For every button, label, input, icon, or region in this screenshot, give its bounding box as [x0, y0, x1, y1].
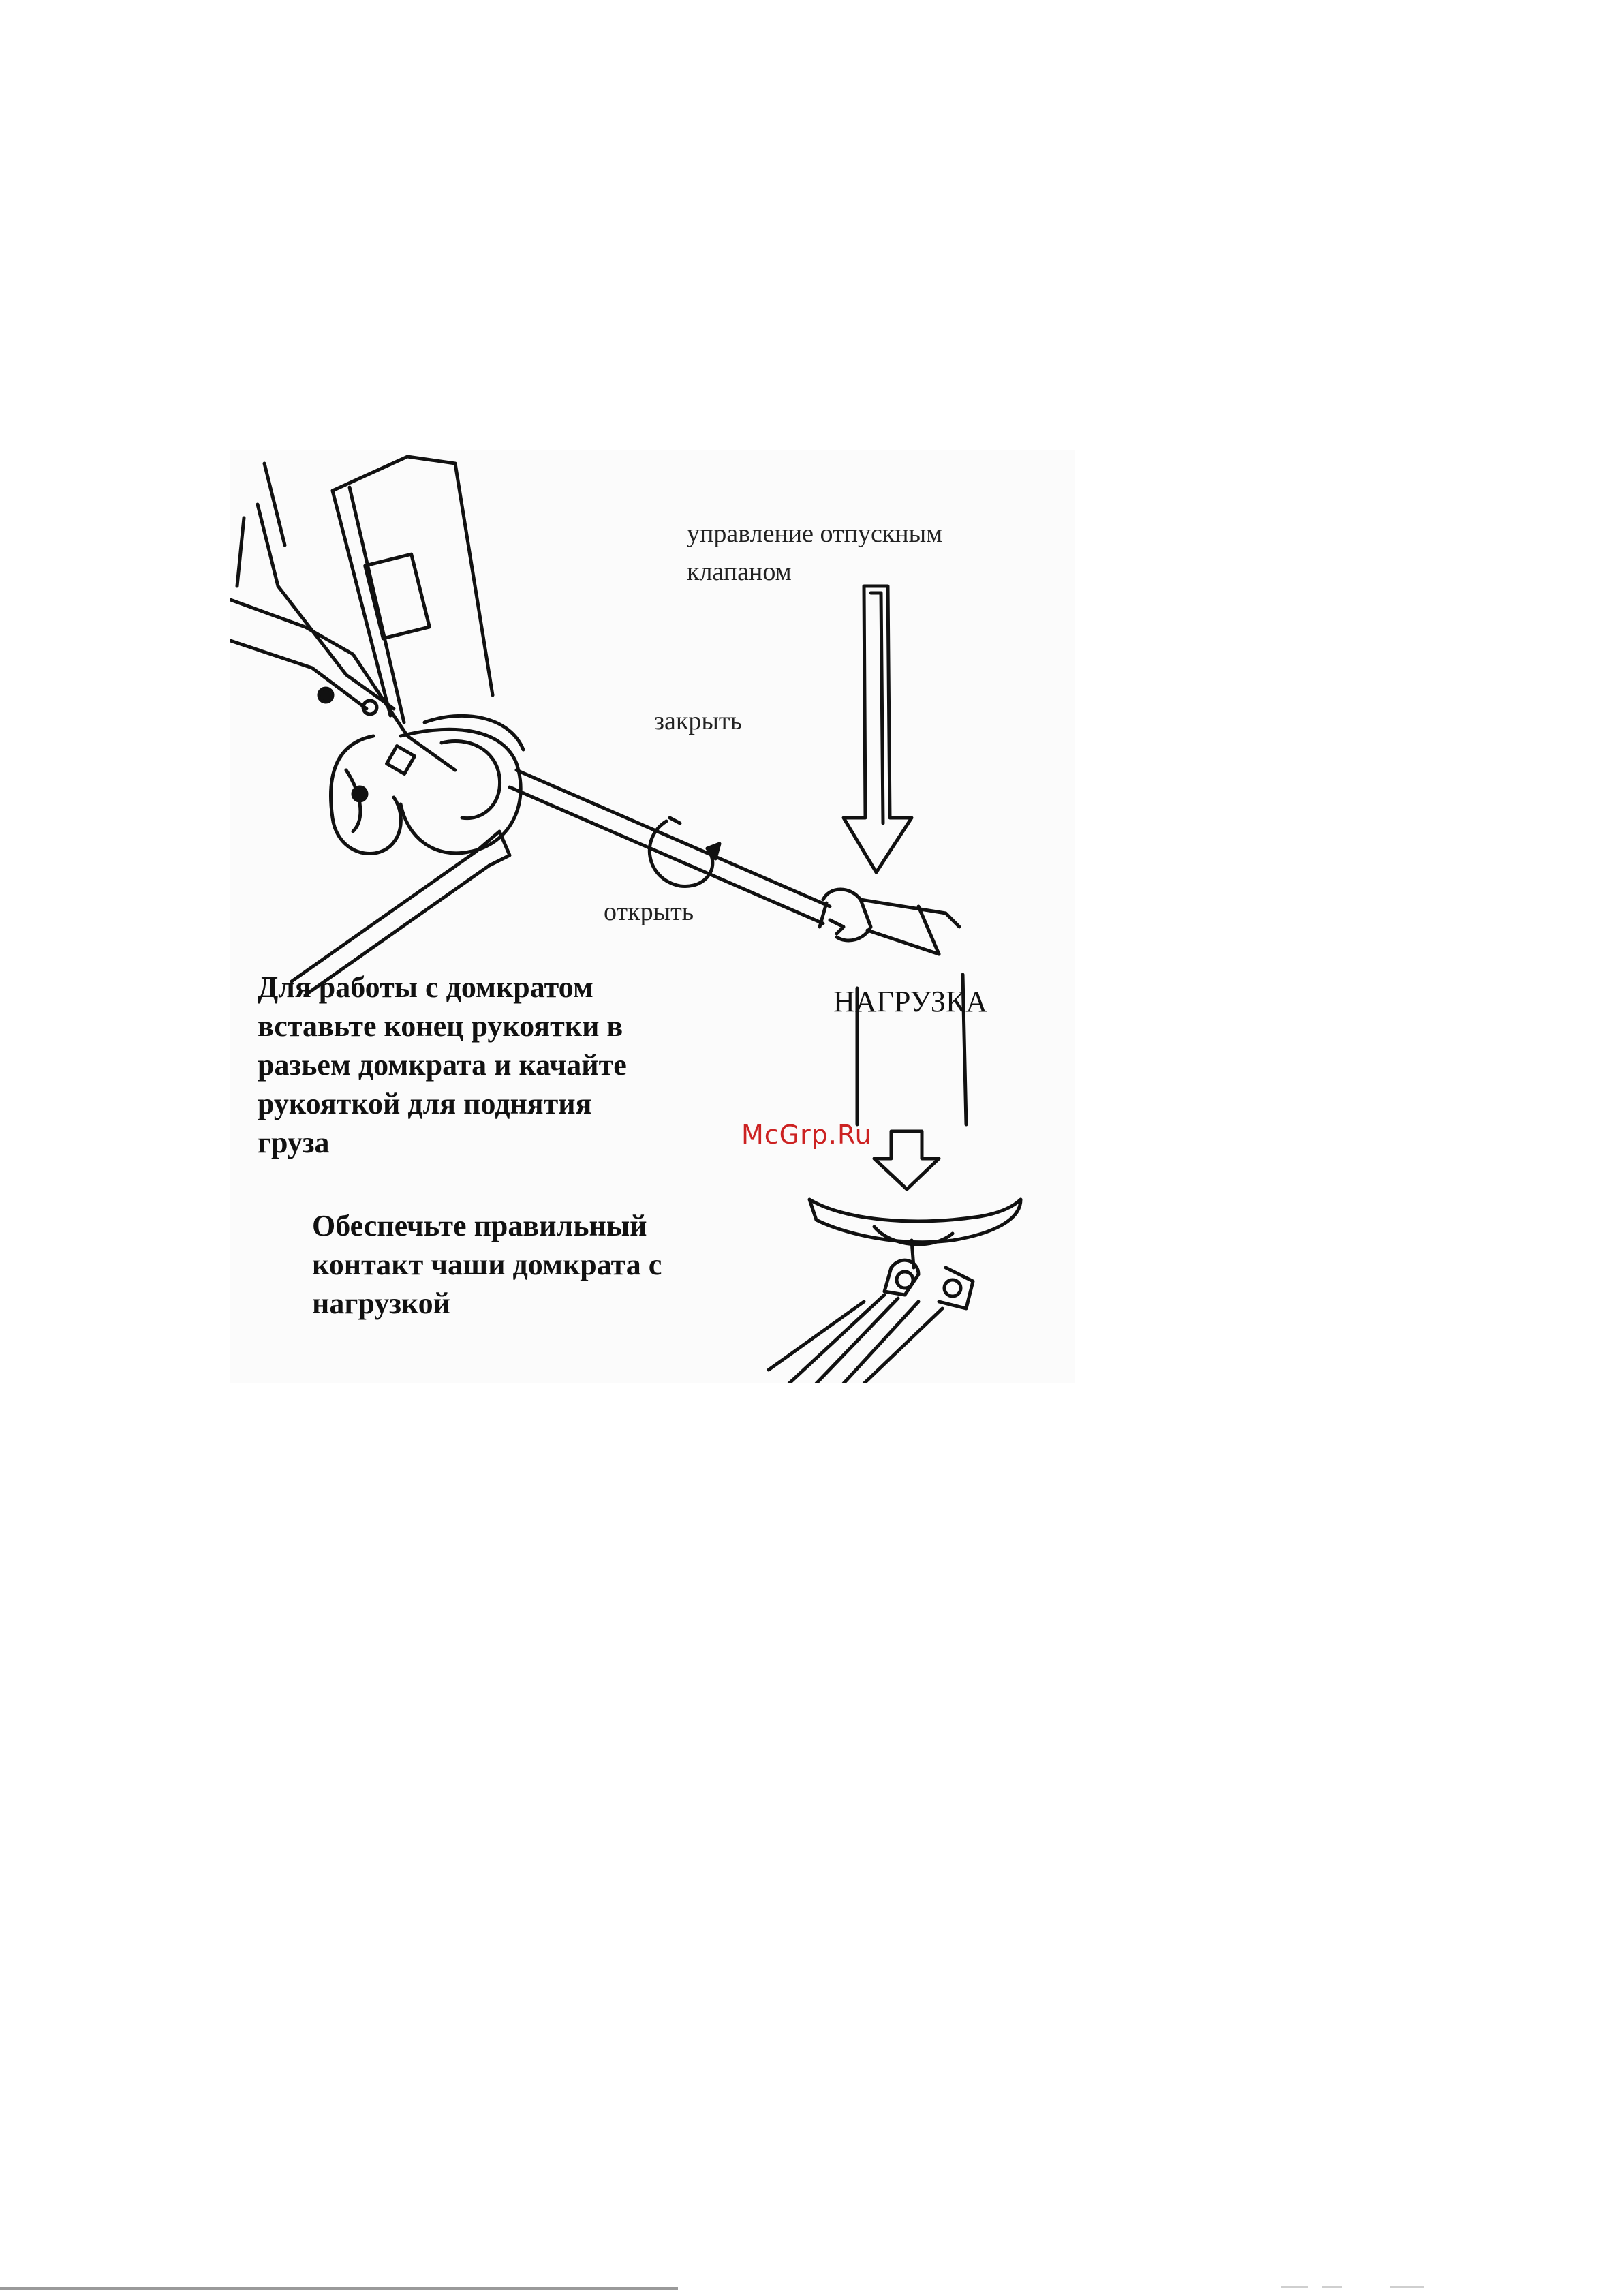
footer-marks — [1281, 2283, 1431, 2290]
saddle-contact-instruction: Обеспечьте правильный контакт чаши домкрата с нагрузкой — [312, 1209, 662, 1320]
footer-rule — [0, 2287, 678, 2290]
release-valve-label: управление отпускным клапаном — [687, 519, 943, 586]
operate-instruction: Для работы с домкратом вставьте конец рукоятки в разьем домкрата и качайте рукояткой для поднятия груза — [258, 970, 627, 1159]
load-label: НАГРУЗКА — [833, 985, 988, 1018]
jack-illustration — [230, 450, 1075, 1383]
close-direction-label: закрыть — [654, 707, 742, 735]
watermark: McGrp.Ru — [741, 1120, 872, 1150]
open-direction-label: открыть — [604, 898, 694, 926]
